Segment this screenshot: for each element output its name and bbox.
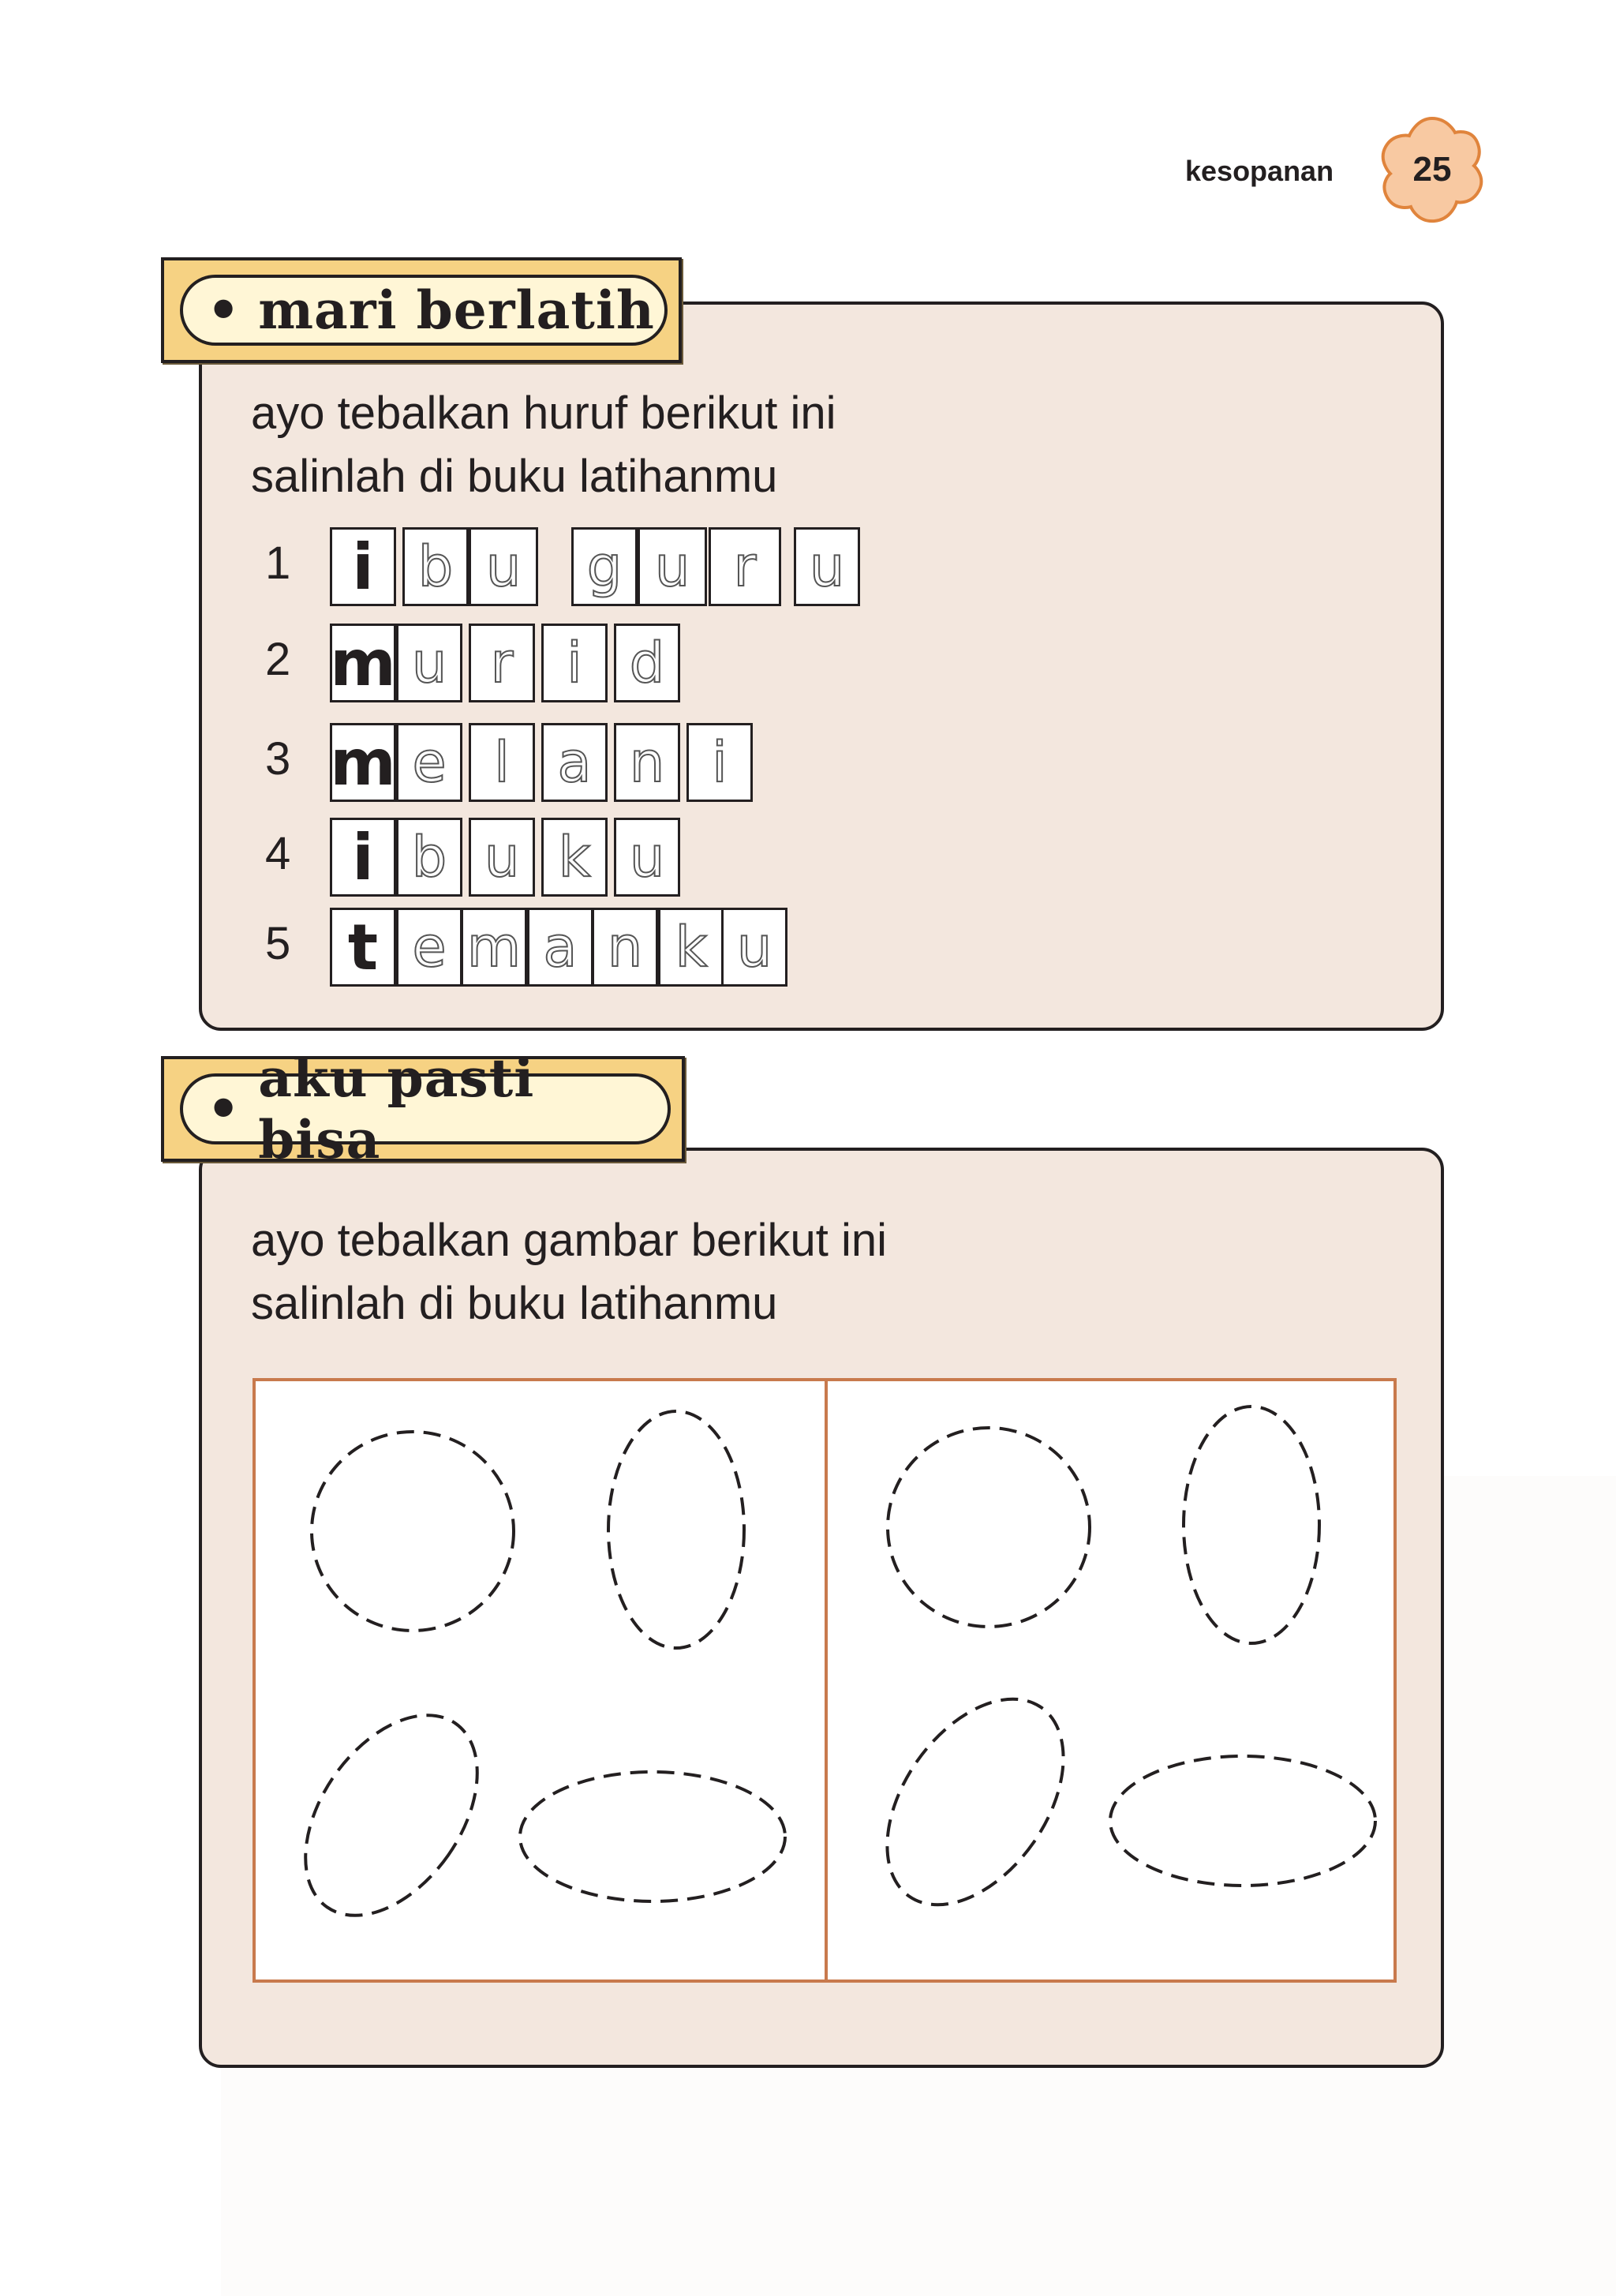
dashed-tilted-oval-shape (851, 1667, 1100, 1937)
trace-letter: n (607, 915, 643, 979)
trace-letter: e (412, 915, 447, 979)
trace-letter: i (712, 730, 728, 795)
dashed-circle-shape (888, 1428, 1090, 1627)
trace-letter: b (417, 534, 454, 599)
trace-letter: r (733, 534, 757, 599)
trace-letter: u (485, 534, 522, 599)
model-letter: i (352, 530, 374, 604)
dashed-horizontal-oval-shape (1110, 1756, 1375, 1886)
row-number: 5 (265, 918, 291, 969)
model-letter: t (347, 910, 379, 984)
trace-letter: r (490, 631, 514, 695)
bullet: • (207, 279, 241, 341)
trace-letter: u (629, 825, 665, 890)
trace-letter: u (411, 631, 447, 695)
model-letter: m (330, 626, 396, 700)
instruction-line-2: salinlah di buku latihanmu (251, 451, 778, 502)
row-number: 3 (265, 733, 291, 785)
trace-letter: n (629, 730, 665, 795)
trace-letter: u (654, 534, 690, 599)
instruction-line-2: salinlah di buku latihanmu (251, 1278, 778, 1329)
trace-letter: k (558, 825, 591, 890)
trace-letter: a (557, 730, 592, 795)
section-title: aku pasti bisa (258, 1047, 535, 1170)
instruction-line-1: ayo tebalkan huruf berikut ini (251, 388, 836, 439)
trace-letter: k (675, 915, 708, 979)
trace-letter: g (586, 534, 623, 599)
chapter-label: kesopanan (1185, 155, 1334, 187)
trace-letter: l (494, 730, 510, 795)
dashed-vertical-oval-shape (1184, 1406, 1319, 1643)
dashed-circle-shape (312, 1432, 514, 1631)
trace-letter: b (411, 825, 447, 890)
trace-letter: d (629, 631, 665, 695)
trace-letter: i (567, 631, 582, 695)
bullet: • (207, 1078, 241, 1140)
dashed-horizontal-oval-shape (520, 1772, 785, 1901)
trace-letter: u (736, 915, 772, 979)
trace-letter: e (412, 730, 447, 795)
instruction-line-1: ayo tebalkan gambar berikut ini (251, 1215, 888, 1266)
trace-letter: m (466, 915, 522, 979)
dashed-vertical-oval-shape (608, 1411, 744, 1648)
section-title: mari berlatih (258, 279, 655, 341)
row-number: 1 (265, 537, 291, 589)
dashed-tilted-oval-shape (270, 1684, 512, 1947)
page-number: 25 (1412, 150, 1452, 189)
trace-letter: u (484, 825, 520, 890)
trace-letter: u (809, 534, 845, 599)
trace-letter: a (543, 915, 578, 979)
row-number: 4 (265, 828, 291, 879)
model-letter: m (330, 725, 396, 800)
row-number: 2 (265, 634, 291, 685)
model-letter: i (352, 820, 374, 894)
